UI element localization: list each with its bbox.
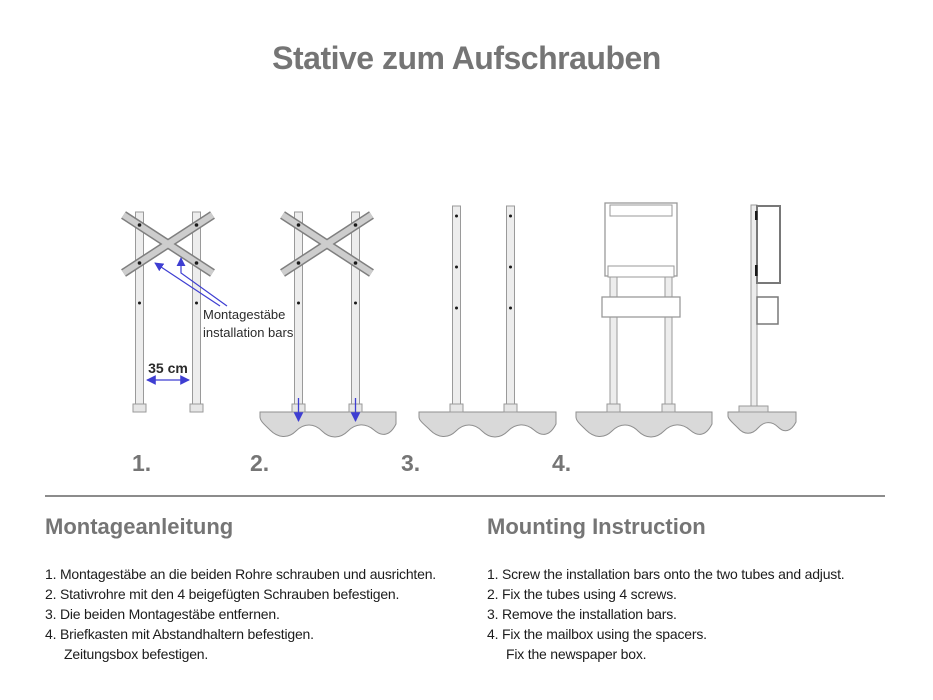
newspaper-box-front — [602, 297, 680, 317]
tube — [352, 212, 360, 404]
tube-hole — [138, 302, 141, 305]
instruction-step: 2. Stativrohre mit den 4 beigefügten Schrauben befestigen. — [45, 586, 400, 602]
tube-hole — [509, 307, 512, 310]
instructions-english-heading: Mounting Instruction — [487, 514, 706, 539]
tube-foot — [190, 404, 203, 412]
instruction-step: 1. Screw the installation bars onto the two tubes and adjust. — [487, 566, 845, 582]
ground — [260, 412, 396, 437]
step-number-4: 4. — [552, 450, 572, 476]
figure-step-1 — [124, 212, 294, 412]
tube — [453, 206, 461, 404]
instruction-step: 2. Fix the tubes using 4 screws. — [487, 586, 677, 602]
tube-hole — [195, 302, 198, 305]
instruction-step: 3. Die beiden Montagestäbe entfernen. — [45, 606, 280, 622]
screw-dot — [195, 223, 199, 227]
mailbox-side — [757, 206, 780, 283]
instructions-english — [487, 514, 907, 664]
tube — [193, 212, 201, 404]
tube-hole — [509, 266, 512, 269]
instruction-step-continuation: Fix the newspaper box. — [506, 646, 647, 662]
tube-foot — [504, 404, 517, 412]
screw-dot — [297, 223, 301, 227]
bars-label-de: Montagestäbe — [203, 307, 286, 322]
instructions-german-list — [45, 564, 465, 664]
newspaper-box-side — [757, 297, 778, 324]
foot-plate — [739, 406, 768, 412]
screw-dot — [195, 261, 199, 265]
tube-foot — [607, 404, 620, 412]
tube — [507, 206, 515, 404]
tube-hole — [509, 215, 512, 218]
step-number-2: 2. — [250, 450, 270, 476]
step-number-3: 3. — [401, 450, 421, 476]
instructions-german-heading: Montageanleitung — [45, 514, 234, 539]
tube-foot — [450, 404, 463, 412]
instructions-english-list — [487, 564, 907, 664]
dimension-label: 35 cm — [148, 360, 188, 376]
tube — [295, 212, 303, 404]
diagram-figures — [0, 185, 933, 450]
ground — [728, 412, 796, 433]
tube-hole — [455, 215, 458, 218]
instructions-german — [45, 514, 465, 664]
instruction-step: 4. Fix the mailbox using the spacers. — [487, 626, 707, 642]
screw-dot — [138, 261, 142, 265]
screw-dot — [354, 223, 358, 227]
tube-hole — [455, 307, 458, 310]
screw-dot — [354, 261, 358, 265]
mailbox-lid — [610, 205, 672, 216]
tube-hole — [297, 302, 300, 305]
tube-hole — [354, 302, 357, 305]
bars-label-en: installation bars — [203, 325, 294, 340]
instruction-step: 3. Remove the installation bars. — [487, 606, 677, 622]
figure-step-3 — [419, 206, 556, 437]
screw-dot — [297, 261, 301, 265]
tube — [136, 212, 144, 404]
tube-foot — [662, 404, 675, 412]
instruction-step: 1. Montagestäbe an die beiden Rohre schrauben und ausrichten. — [45, 566, 436, 582]
instruction-step: 4. Briefkasten mit Abstandhaltern befestigen. — [45, 626, 314, 642]
ground — [419, 412, 556, 437]
tube-foot — [133, 404, 146, 412]
spacer — [755, 211, 758, 220]
step-number-1: 1. — [132, 450, 152, 476]
section-divider — [45, 495, 885, 497]
page-title: Stative zum Aufschrauben — [272, 40, 661, 76]
figure-step-4-side — [728, 205, 796, 433]
spacer — [755, 265, 758, 276]
instruction-step-continuation: Zeitungsbox befestigen. — [64, 646, 209, 662]
screw-dot — [138, 223, 142, 227]
tube-hole — [455, 266, 458, 269]
mailbox-bottom-band — [608, 266, 674, 277]
figure-step-4-front — [576, 203, 712, 437]
ground — [576, 412, 712, 437]
